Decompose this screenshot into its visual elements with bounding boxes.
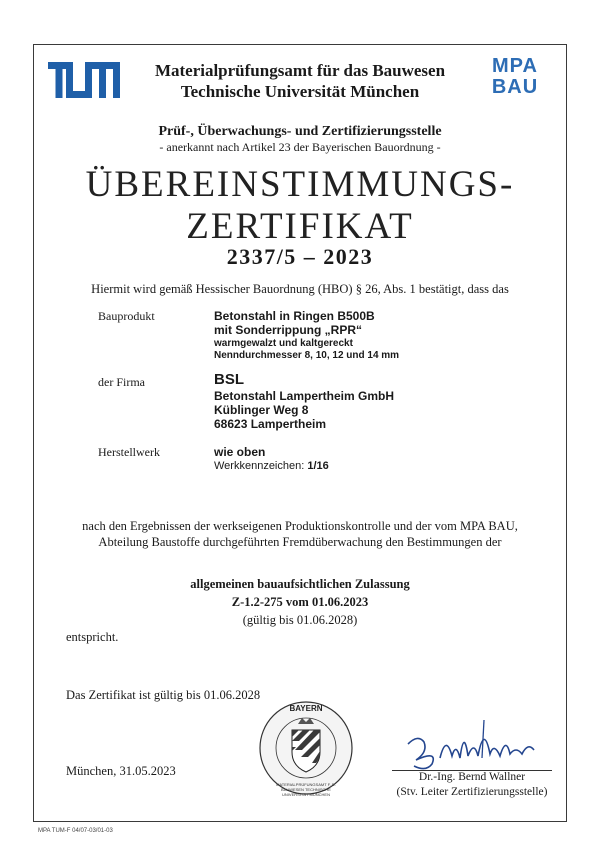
seal-ring-text: MATERIALPRÜFUNGSAMT F. D. BAUWESEN TECHNISCHE UNIVERSITÄT MÜNCHEN: [276, 782, 336, 797]
plant-label: Herstellwerk: [98, 445, 160, 459]
form-code: MPA TUM-F 04/07-03/01-03: [38, 828, 113, 834]
title-line-1: ÜBEREINSTIMMUNGS-: [85, 164, 515, 205]
company-name: Betonstahl Lampertheim GmbH: [214, 389, 395, 403]
product-label: Bauprodukt: [98, 309, 155, 323]
institution-line-2: Technische Universität München: [180, 82, 420, 101]
plant-value: wie oben: [214, 445, 266, 459]
mpa-logo-line-1: MPA: [492, 55, 538, 77]
signer-role: (Stv. Leiter Zertifizierungsstelle): [396, 786, 548, 798]
seal-top-text: BAYERN: [289, 704, 323, 713]
body-paragraph: [40, 518, 560, 550]
plant-code-label: Werkkennzeichen:: [214, 460, 305, 472]
plant-code-value: 1/16: [307, 460, 329, 472]
approval-block: [40, 575, 560, 611]
signature: [394, 706, 554, 776]
subtitle-line-2: - anerkannt nach Artikel 23 der Bayerischen Bauordnung -: [159, 140, 441, 154]
company-short-name: BSL: [214, 371, 244, 388]
plant-code: [214, 460, 329, 472]
approval-line-2: Z-1.2-275 vom 01.06.2023: [231, 595, 369, 609]
product-line-2: mit Sonderrippung „RPR“: [214, 323, 362, 337]
intro-text: Hiermit wird gemäß Hessischer Bauordnung (HBO) § 26, Abs. 1 bestätigt, dass das: [91, 282, 509, 296]
product-line-1: Betonstahl in Ringen B500B: [214, 309, 375, 323]
company-street: Küblinger Weg 8: [214, 403, 309, 417]
tum-logo: [48, 62, 120, 98]
product-line-4: Nenndurchmesser 8, 10, 12 und 14 mm: [214, 350, 400, 361]
certificate-title: [40, 164, 560, 248]
approval-line-3: (gültig bis 01.06.2028): [242, 613, 358, 627]
approval-line-1: allgemeinen bauaufsichtlichen Zulassung: [190, 577, 410, 591]
signer-name: Dr.-Ing. Bernd Wallner: [418, 771, 526, 783]
company-label: der Firma: [98, 375, 145, 389]
validity-text: Das Zertifikat ist gültig bis 01.06.2028: [66, 688, 261, 702]
subtitle-line-1: Prüf-, Überwachungs- und Zertifizierungsstelle: [158, 124, 442, 139]
institution-name: [130, 60, 470, 102]
certificate-number: 2337/5 – 2023: [226, 244, 374, 269]
conforms-text: entspricht.: [66, 630, 119, 644]
body-line-1: nach den Ergebnissen der werkseigenen Produktionskontrolle und der vom MPA BAU,: [82, 519, 518, 533]
title-line-2: ZERTIFIKAT: [186, 206, 414, 247]
place-date: München, 31.05.2023: [66, 764, 176, 778]
mpa-logo-line-2: BAU: [491, 76, 539, 98]
product-line-3: warmgewalzt und kaltgereckt: [214, 338, 353, 349]
mpa-bau-logo: [480, 56, 550, 98]
body-line-2: Abteilung Baustoffe durchgeführten Fremdüberwachung den Bestimmungen der: [98, 535, 502, 549]
company-city: 68623 Lampertheim: [214, 417, 327, 431]
institution-line-1: Materialprüfungsamt für das Bauwesen: [154, 61, 446, 80]
